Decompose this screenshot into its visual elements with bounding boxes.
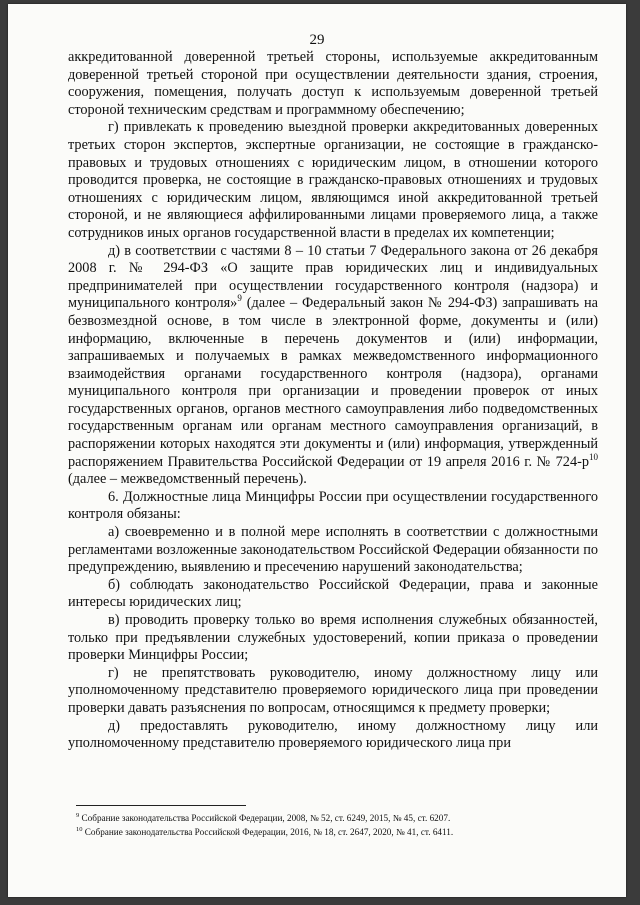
footnote-mark: 9 bbox=[76, 812, 80, 819]
footnote-divider bbox=[76, 805, 246, 806]
footnote-ref: 10 bbox=[589, 451, 598, 462]
paragraph: аккредитованной доверенной третьей стороны, используемые аккредитованным доверенной третьей стороной при осуществлении деятельности здания, строения, сооружения, помещения, получать доступ к используемым доверенной третьей стороной техническим средствам и программному обеспечению; bbox=[68, 49, 598, 118]
paragraph bbox=[68, 243, 598, 489]
footnote-mark: 10 bbox=[76, 826, 83, 834]
page-number: 29 bbox=[309, 32, 325, 48]
footnote bbox=[76, 810, 596, 824]
footnotes bbox=[76, 810, 596, 838]
footnote-ref: 9 bbox=[237, 293, 242, 304]
paragraph: а) своевременно и в полной мере исполнять в соответствии с должностными регламентами возложенные законодательством Российской Федерации обязанности по предупреждению, выявлению и пресечению нарушений законодательства; bbox=[68, 524, 598, 576]
paragraph: д) предоставлять руководителю, иному должностному лицу или уполномоченному представителю проверяемого юридического лица при bbox=[68, 717, 598, 752]
paragraph-text: (далее – межведомственный перечень). bbox=[68, 471, 307, 488]
footnote bbox=[76, 824, 596, 838]
paragraph: 6. Должностные лица Минцифры России при осуществлении государственного контроля обязаны: bbox=[68, 488, 598, 523]
body-text bbox=[68, 49, 598, 753]
paragraph: г) привлекать к проведению выездной проверки аккредитованных доверенных третьих сторон экспертов, экспертные организации, не состоящие в гражданско-правовых и трудовых отношениях с юридическим лицом, в отношении которого проводится проверка, не состоящие в гражданско-правовых отношениях и трудовых отношениях с юридическим лицом, являющимся иной аккредитованной третьей стороной, и не являющиеся аффилированными лицами проверяемого лица, а также сотрудников иных органов государственной власти в пределах их компетенции; bbox=[68, 119, 598, 241]
footnote-text: Собрание законодательства Российской Федерации, 2008, № 52, ст. 6249, 2015, № 45, ст. 6207. bbox=[79, 813, 451, 824]
paragraph: в) проводить проверку только во время исполнения служебных обязанностей, только при предъявлении служебных удостоверений, копии приказа о проведении проверки Минцифры России; bbox=[68, 612, 598, 664]
footnote-text: Собрание законодательства Российской Федерации, 2016, № 18, ст. 2647, 2020, № 41, ст. 6411. bbox=[82, 827, 454, 838]
paragraph: г) не препятствовать руководителю, иному должностному лицу или уполномоченному представителю проверяемого юридического лица при проведении проверки давать разъяснения по вопросам, относящимся к предмету проверки; bbox=[68, 664, 598, 716]
document-page bbox=[8, 4, 626, 897]
paragraph-text: д) в соответствии с частями 8 – 10 статьи 7 Федерального закона от 26 декабря 2008 г. № 294-ФЗ «О защите прав юридических лиц и индивидуальных предпринимателей при осуществлении государственного контроля (надзора) и муниципального контроля» bbox=[68, 242, 598, 312]
paragraph: б) соблюдать законодательство Российской Федерации, права и законные интересы юридических лиц; bbox=[68, 576, 598, 611]
paragraph-text: (далее – Федеральный закон № 294-ФЗ) запрашивать на безвозмездной основе, в том числе в электронной форме, документы и (или) информацию, включенные в перечень документов и (или) информации, запрашиваемых и получаемых в рамках межведомственного информационного взаимодействия органами государственного контроля (надзора), органами муниципального контроля при организации и проведении проверок от иных государственных органов, органов местного самоуправления либо подведомственных государственным органам или органам местного самоуправления организаций, в распоряжении которых находятся эти документы и (или) информация, утвержденный распоряжением Правительства Российской Федерации от 19 апреля 2016 г. № 724-р bbox=[68, 295, 598, 470]
